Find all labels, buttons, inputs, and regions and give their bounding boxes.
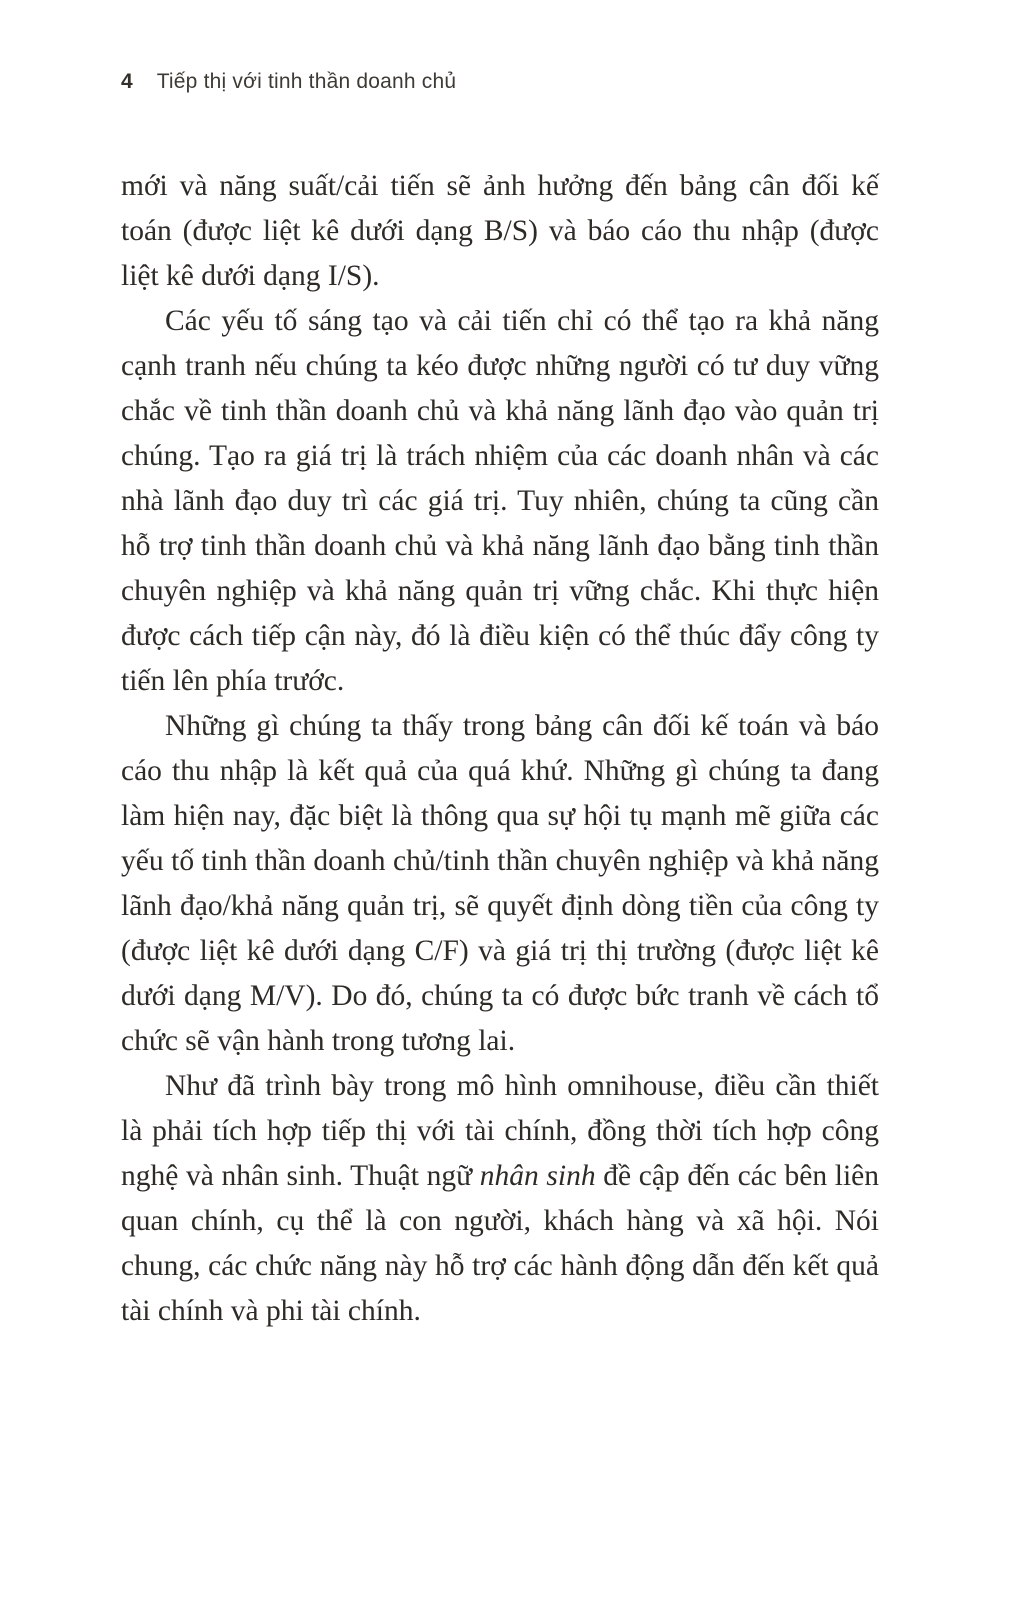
text-segment: đề cập đến các bên liên quan chính, cụ thể là con người, khách hàng và xã hội. Nói chung, các chức năng này hỗ trợ các hành động dẫn đến kết quả tài chính và phi tài chính. (121, 1160, 879, 1327)
paragraph (121, 1064, 879, 1334)
page-number: 4 (121, 70, 133, 93)
paragraph (121, 704, 879, 1064)
text-segment: Những gì chúng ta thấy trong bảng cân đối kế toán và báo cáo thu nhập là kết quả của quá khứ. Những gì chúng ta đang làm hiện nay, đặc biệt là thông qua sự hội tụ mạnh mẽ giữa các yếu tố tinh thần doanh chủ/tinh thần chuyên nghiệp và khả năng lãnh đạo/khả năng quản trị, sẽ quyết định dòng tiền của công ty (được liệt kê dưới dạng C/F) và giá trị thị trường (được liệt kê dưới dạng M/V). Do đó, chúng ta có được bức tranh về cách tổ chức sẽ vận hành trong tương lai. (121, 710, 879, 1057)
paragraph (121, 164, 879, 299)
paragraph (121, 299, 879, 704)
text-segment: mới và năng suất/cải tiến sẽ ảnh hưởng đến bảng cân đối kế toán (được liệt kê dưới dạng B/S) và báo cáo thu nhập (được liệt kê dưới dạng I/S). (121, 170, 879, 292)
text-segment: Các yếu tố sáng tạo và cải tiến chỉ có thể tạo ra khả năng cạnh tranh nếu chúng ta kéo được những người có tư duy vững chắc về tinh thần doanh chủ và khả năng lãnh đạo vào quản trị chúng. Tạo ra giá trị là trách nhiệm của các doanh nhân và các nhà lãnh đạo duy trì các giá trị. Tuy nhiên, chúng ta cũng cần hỗ trợ tinh thần doanh chủ và khả năng lãnh đạo bằng tinh thần chuyên nghiệp và khả năng quản trị vững chắc. Khi thực hiện được cách tiếp cận này, đó là điều kiện có thể thúc đẩy công ty tiến lên phía trước. (121, 305, 879, 697)
running-header (121, 70, 879, 94)
italic-term: nhân sinh (479, 1160, 596, 1192)
running-title: Tiếp thị với tinh thần doanh chủ (156, 70, 457, 93)
text-segment: Như đã trình bày trong mô hình omnihouse, điều cần thiết là phải tích hợp tiếp thị với tài chính, đồng thời tích hợp công nghệ và nhân sinh. Thuật ngữ (121, 1070, 879, 1192)
body-text (121, 164, 879, 1334)
